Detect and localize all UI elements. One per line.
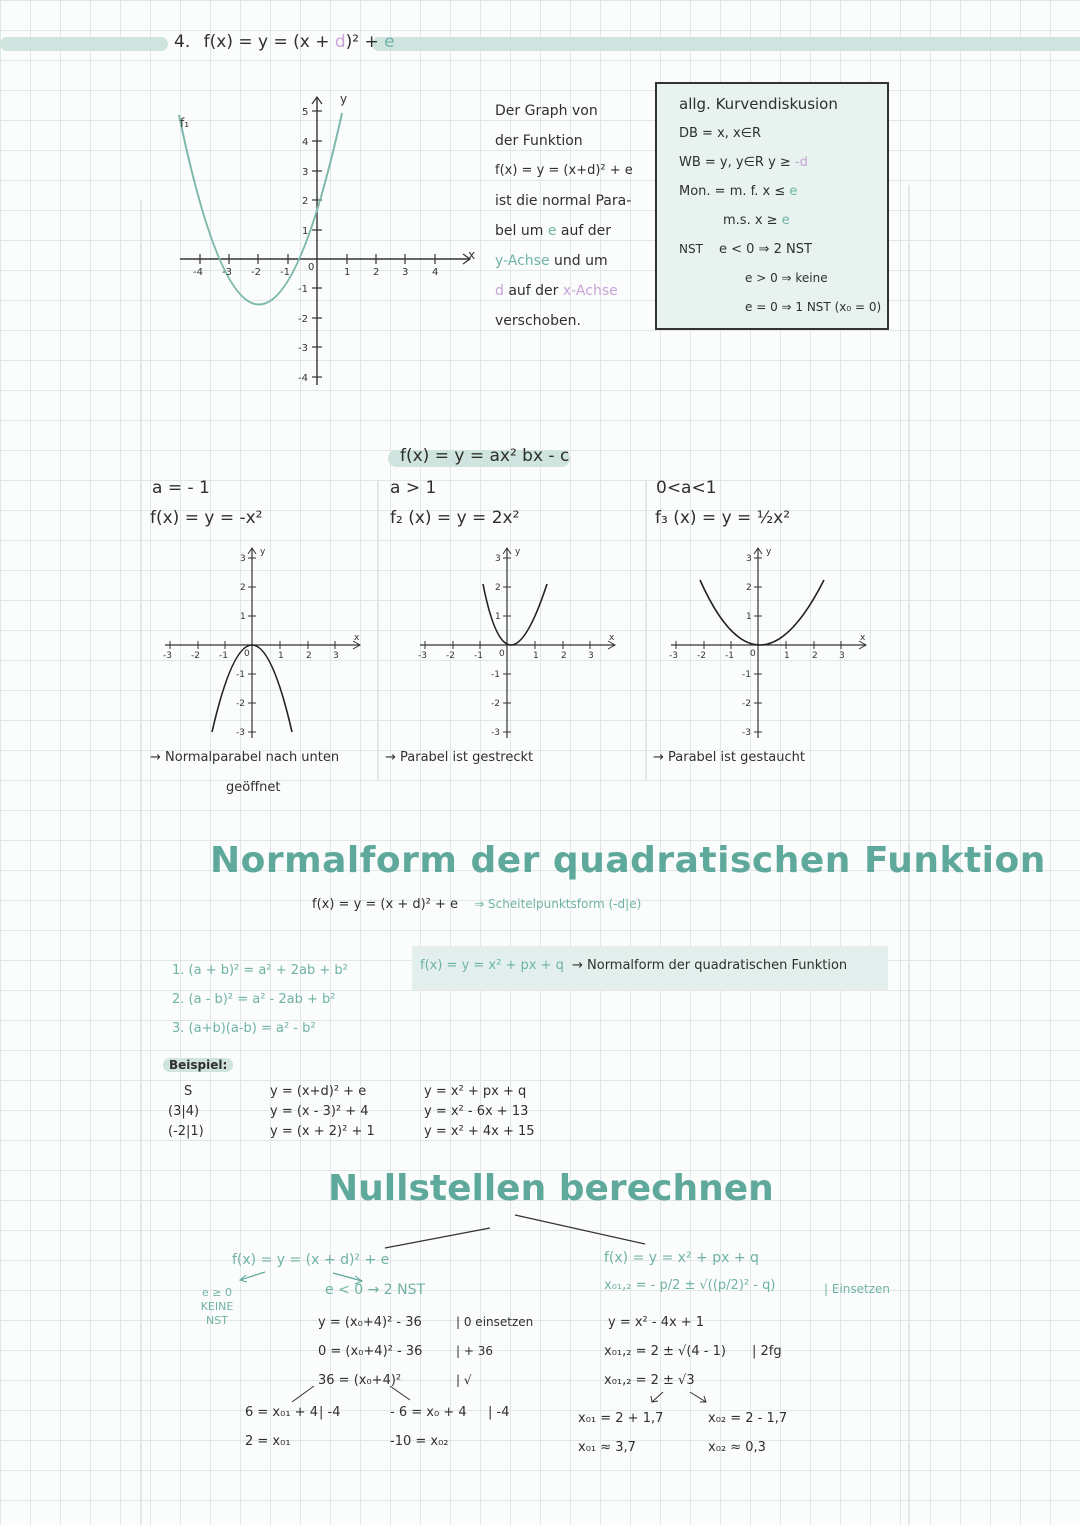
desc-line: Der Graph von (495, 103, 598, 119)
small-y-tick: -3 (236, 728, 245, 738)
small-x-tick: 2 (812, 651, 818, 661)
binomial-2: 2. (a - b)² = a² - 2ab + b² (172, 992, 336, 1007)
binomial-3: 3. (a+b)(a-b) = a² - b² (172, 1021, 316, 1036)
nst-branch-l1 (245, 1398, 340, 1427)
main-y-tick: 1 (302, 226, 309, 237)
small-origin: 0 (499, 649, 505, 659)
parabola-func-1: f(x) = y = -x² (150, 508, 263, 528)
nst-pq-formula: x₀₁,₂ = - p/2 ± √((p/2)² - q) (604, 1278, 776, 1293)
analysis-nst-label: NST (679, 242, 703, 256)
example-s-1: (3|4) (168, 1104, 200, 1119)
small-x-tick: -1 (474, 651, 483, 661)
nst-steps-left (318, 1308, 533, 1395)
small-axis-y: y (515, 547, 521, 557)
nst-step-eq: 36 = (x₀+4)² (318, 1373, 402, 1388)
desc-line: ist die normal Para- (495, 193, 632, 209)
analysis-title: allg. Kurvendiskusion (679, 95, 838, 113)
small-x-tick: -3 (418, 651, 427, 661)
small-x-tick: 1 (784, 651, 790, 661)
parabola-cond-2: a > 1 (390, 478, 437, 498)
small-x-tick: 3 (333, 651, 339, 661)
small-y-tick: -3 (491, 728, 500, 738)
highlight-formula: f(x) = y = x² + px + q (420, 958, 564, 973)
parabola-note-3: → Parabel ist gestaucht (653, 750, 805, 765)
main-y-tick: -1 (298, 284, 308, 295)
analysis-mon-e: e (789, 184, 798, 199)
nullstellen-title: Nullstellen berechnen (328, 1168, 774, 1209)
analysis-wb-text: WB = y, y∈R y ≥ (679, 155, 795, 170)
small-x-tick: 2 (561, 651, 567, 661)
main-y-tick: -2 (298, 314, 308, 325)
header-formula-prefix: f(x) = y = (x + (203, 32, 335, 52)
nst-case-a (190, 1286, 244, 1328)
parabola-func-3: f₃ (x) = y = ½x² (655, 508, 791, 528)
example-s-2: (-2|1) (168, 1124, 204, 1139)
nst-steps-right (604, 1308, 782, 1395)
analysis-ms-text: m.s. x ≥ (723, 213, 782, 228)
desc-x-achse: x-Achse (562, 283, 618, 299)
small-y-tick: 2 (240, 583, 246, 593)
parabola-note-2: → Parabel ist gestreckt (385, 750, 534, 765)
small-y-tick: 3 (495, 554, 501, 564)
small-origin: 0 (750, 649, 756, 659)
desc-text: auf der (508, 283, 559, 299)
main-x-tick: 3 (402, 267, 409, 278)
example-vertex-1: y = (x - 3)² + 4 (270, 1104, 369, 1119)
nst-case-a3: NST (206, 1314, 228, 1327)
analysis-nst3: e = 0 ⇒ 1 NST (x₀ = 0) (745, 300, 882, 314)
desc-y-achse: y-Achse (495, 253, 550, 269)
analysis-mon-text: Mon. = m. f. x ≤ (679, 184, 790, 199)
small-y-tick: -3 (742, 728, 751, 738)
main-x-tick: -2 (251, 267, 261, 278)
nst-branch-eq: - 6 = x₀ + 4 (390, 1405, 467, 1420)
small-axis-x: x (609, 633, 615, 643)
nst-result: x₀₁ ≈ 3,7 (578, 1440, 636, 1455)
nst-branch-r2: -10 = x₀₂ (390, 1434, 449, 1449)
analysis-nst1: e < 0 ⇒ 2 NST (719, 242, 812, 257)
nst-results-row-1 (578, 1404, 787, 1433)
parabola-func-2: f₂ (x) = y = 2x² (390, 508, 520, 528)
nst-result: x₀₁ = 2 + 1,7 (578, 1411, 664, 1426)
analysis-wb-d: -d (794, 155, 808, 170)
nst-branch-right (390, 1398, 509, 1456)
small-origin: 0 (244, 649, 250, 659)
nst-results-row-2 (578, 1433, 787, 1462)
small-y-tick: 1 (495, 612, 501, 622)
main-origin: 0 (308, 262, 315, 273)
small-x-tick: 1 (278, 651, 284, 661)
normalform-title: Normalform der quadratischen Funktion (210, 840, 1046, 881)
nst-r-step-eq: x₀₁,₂ = 2 ± √(4 - 1) (604, 1344, 726, 1359)
desc-d: d (495, 283, 504, 299)
small-x-tick: -1 (725, 651, 734, 661)
parabola-cond-1: a = - 1 (152, 478, 210, 498)
main-y-tick: 5 (302, 107, 309, 118)
main-axis-x: x (468, 248, 476, 262)
desc-line: der Funktion (495, 133, 583, 149)
nst-results (578, 1404, 787, 1462)
main-x-tick: -1 (280, 267, 290, 278)
desc-line: f(x) = y = (x+d)² + e (495, 163, 633, 178)
main-x-tick: 4 (432, 267, 439, 278)
main-y-tick: 2 (302, 196, 309, 207)
small-x-tick: -3 (163, 651, 172, 661)
main-x-tick: -4 (193, 267, 203, 278)
small-y-tick: -2 (236, 699, 245, 709)
example-normal-2: y = x² + 4x + 15 (424, 1124, 535, 1139)
nst-step-op: | + 36 (456, 1344, 493, 1358)
nst-branch-l2: 2 = x₀₁ (245, 1434, 291, 1449)
small-y-tick: -2 (742, 699, 751, 709)
nst-branch-r1 (390, 1398, 509, 1427)
nst-step-op: | √ (456, 1373, 472, 1387)
nst-case-a2: KEINE (200, 1300, 234, 1313)
example-normal-header: y = x² + px + q (424, 1084, 527, 1099)
example-vertex-2: y = (x + 2)² + 1 (270, 1124, 375, 1139)
main-axis-y: y (340, 92, 348, 106)
general-formula-text: f(x) = y = ax² bx - c (400, 446, 570, 466)
nst-case-b: e < 0 → 2 NST (325, 1282, 426, 1298)
header-formula-e: e (384, 32, 395, 52)
small-x-tick: -2 (191, 651, 200, 661)
main-x-tick: 2 (373, 267, 380, 278)
main-x-tick: -3 (222, 267, 232, 278)
parabola-note-1: → Normalparabel nach unten (150, 750, 340, 765)
example-s-header: S (184, 1084, 193, 1099)
desc-text: auf der (560, 223, 611, 239)
desc-line: verschoben. (495, 313, 581, 329)
nst-branch-eq: 6 = x₀₁ + 4 (245, 1405, 318, 1420)
small-x-tick: 1 (533, 651, 539, 661)
main-y-tick: -4 (298, 373, 308, 384)
nst-step-3 (318, 1366, 533, 1395)
header-formula-mid: )² + (345, 32, 385, 52)
nst-step-2 (318, 1337, 533, 1366)
small-y-tick: -1 (742, 670, 751, 680)
normalform-sub-note: ⇒ Scheitelpunktsform (-d|e) (474, 897, 642, 911)
normalform-sub-formula: f(x) = y = (x + d)² + e (312, 897, 459, 912)
header-number: 4. (174, 32, 191, 52)
example-normal-1: y = x² - 6x + 13 (424, 1104, 529, 1119)
nst-case-a1: e ≥ 0 (202, 1286, 232, 1299)
analysis-ms-e: e (781, 213, 790, 228)
nst-result: x₀₂ = 2 - 1,7 (708, 1411, 788, 1426)
parabola-note-1b: geöffnet (226, 780, 281, 795)
desc-text: bel um (495, 223, 544, 239)
small-x-tick: 3 (839, 651, 845, 661)
nst-r-step-3: x₀₁,₂ = 2 ± √3 (604, 1373, 695, 1388)
example-label: Beispiel: (163, 1058, 233, 1072)
nst-r-step-1: y = x² - 4x + 1 (608, 1315, 705, 1330)
main-x-tick: 1 (344, 267, 351, 278)
main-y-tick: -3 (298, 343, 308, 354)
nst-step-eq: y = (x₀+4)² - 36 (318, 1315, 422, 1330)
desc-e: e (547, 223, 557, 239)
highlight-text: → Normalform der quadratischen Funktion (571, 958, 848, 973)
parabola-cond-3: 0<a<1 (656, 478, 717, 498)
binomial-1: 1. (a + b)² = a² + 2ab + b² (172, 963, 348, 978)
small-y-tick: 2 (746, 583, 752, 593)
nst-step-eq: 0 = (x₀+4)² - 36 (318, 1344, 423, 1359)
small-y-tick: 3 (240, 554, 246, 564)
small-axis-y: y (260, 547, 266, 557)
header-formula-d: d (334, 32, 346, 52)
desc-text: und um (554, 253, 608, 269)
nst-einsetzen: | Einsetzen (824, 1282, 891, 1296)
nst-branch-left (245, 1398, 340, 1456)
small-y-tick: -1 (491, 670, 500, 680)
small-y-tick: -1 (236, 670, 245, 680)
small-axis-x: x (354, 633, 360, 643)
nst-result: x₀₂ ≈ 0,3 (708, 1440, 766, 1455)
nst-step-1 (318, 1308, 533, 1337)
main-y-tick: 3 (302, 167, 309, 178)
small-x-tick: -1 (219, 651, 228, 661)
main-y-tick: 4 (302, 137, 309, 148)
small-y-tick: 2 (495, 583, 501, 593)
nst-r-step-2 (604, 1337, 782, 1366)
nst-branch-op: | -4 (319, 1405, 341, 1420)
example-vertex-header: y = (x+d)² + e (270, 1084, 367, 1099)
small-axis-y: y (766, 547, 772, 557)
small-x-tick: -3 (669, 651, 678, 661)
small-y-tick: 3 (746, 554, 752, 564)
small-y-tick: -2 (491, 699, 500, 709)
main-curve-label: f₁ (180, 116, 190, 130)
nst-left-formula: f(x) = y = (x + d)² + e (232, 1252, 390, 1268)
nst-branch-op: | -4 (488, 1405, 510, 1420)
small-y-tick: 1 (746, 612, 752, 622)
small-x-tick: -2 (697, 651, 706, 661)
small-y-tick: 1 (240, 612, 246, 622)
nst-r-step-op: | 2fg (752, 1344, 782, 1359)
nst-right-formula: f(x) = y = x² + px + q (604, 1250, 759, 1266)
small-x-tick: -2 (446, 651, 455, 661)
small-axis-x: x (860, 633, 866, 643)
nst-step-op: | 0 einsetzen (456, 1315, 534, 1329)
small-x-tick: 2 (306, 651, 312, 661)
analysis-db: DB = x, x∈R (679, 126, 762, 141)
analysis-nst2: e > 0 ⇒ keine (745, 271, 828, 285)
small-x-tick: 3 (588, 651, 594, 661)
